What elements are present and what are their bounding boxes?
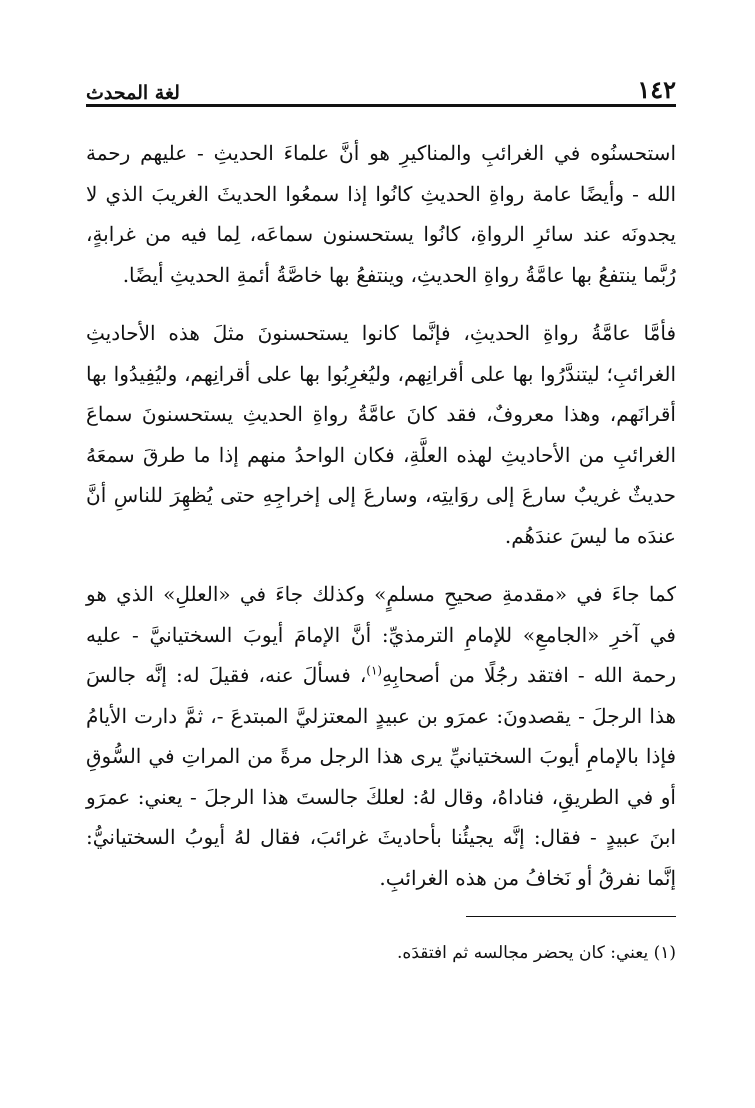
footnote-divider [466,916,676,917]
footnote-reference[interactable]: (١) [366,663,383,678]
paragraph-text: فأمَّا عامَّةُ رواةِ الحديثِ، فإنَّما كانوا يستحسنونَ مثلَ هذه الأحاديثِ الغرائبِ؛ ليتندَّرُوا بها على أقرانِهم، وليُغرِبُوا بها على أقرانِهم، وليُفِيدُوا بها أقرانَهم، وهذا معروفٌ، فقد كانَ عامَّةُ رواةِ الحديثِ يستحسنونَ سماعَ الغرائبِ من الأحاديثِ لهذه العلَّةِ، فكان الواحدُ منهم إذا ما طرقَ سمعَهُ حديثٌ غريبٌ سارعَ إلى روَايتِه، وسارعَ إلى إخراجِهِ حتى يُظهِرَ للناسِ أنَّ عندَه ما ليسَ عندَهُم. [86,321,676,548]
running-title: لغة المحدث [86,82,180,104]
paragraph [86,574,676,898]
page-number: ١٤٢ [637,75,676,104]
paragraph-text: كما جاءَ في «مقدمةِ صحيحِ مسلمٍ» وكذلك جاءَ في «العللِ» الذي هو في آخرِ «الجامعِ» للإمامِ الترمذيِّ: أنَّ الإمامَ أيوبَ السختيانيَّ - عليه رحمة الله - افتقد رجُلًا من أصحابِهِ [86,582,676,687]
footnote: (١) يعني: كان يحضر مجالسه ثم افتقدَه. [397,943,676,963]
paragraph-text: استحسنُوه في الغرائبِ والمناكيرِ هو أنَّ علماءَ الحديثِ - عليهم رحمة الله - وأيضًا عامة رواةِ الحديثِ كانُوا إذا سمعُوا الحديثَ الغريبَ الذي لا يجدونَه عند سائرِ الرواةِ، كانُوا يستحسنون سماعَه، لِما فيه من غرابةٍ، رُبَّما ينتفعُ بها عامَّةُ رواةِ الحديثِ، وينتفعُ بها خاصَّةُ أئمةِ الحديثِ أيضًا. [86,141,676,287]
paragraph [86,313,676,556]
paragraph [86,133,676,295]
running-header [86,60,676,107]
book-page [86,60,676,967]
body-text [86,133,676,898]
paragraph-text: ، فسألَ عنه، فقيلَ له: إنَّه جالسَ هذا الرجلَ - يقصدونَ: عمرَو بن عبيدٍ المعتزليَّ المبتدعَ -، ثمَّ دارت الأيامُ فإذا بالإمامِ أيوبَ السختيانيِّ يرى هذا الرجل مرةً من المراتِ في السُّوقِ أو في الطريقِ، فناداهُ، وقال لهُ: لعلكَ جالستَ هذا الرجلَ - يعني: عمرَو ابنَ عبيدٍ - فقال: إنَّه يجيئُنا بأحاديثَ غرائبَ، فقال لهُ أيوبُ السختيانيُّ: إنَّما نفرقُ أو نَخافُ من هذه الغرائبِ. [86,663,676,890]
